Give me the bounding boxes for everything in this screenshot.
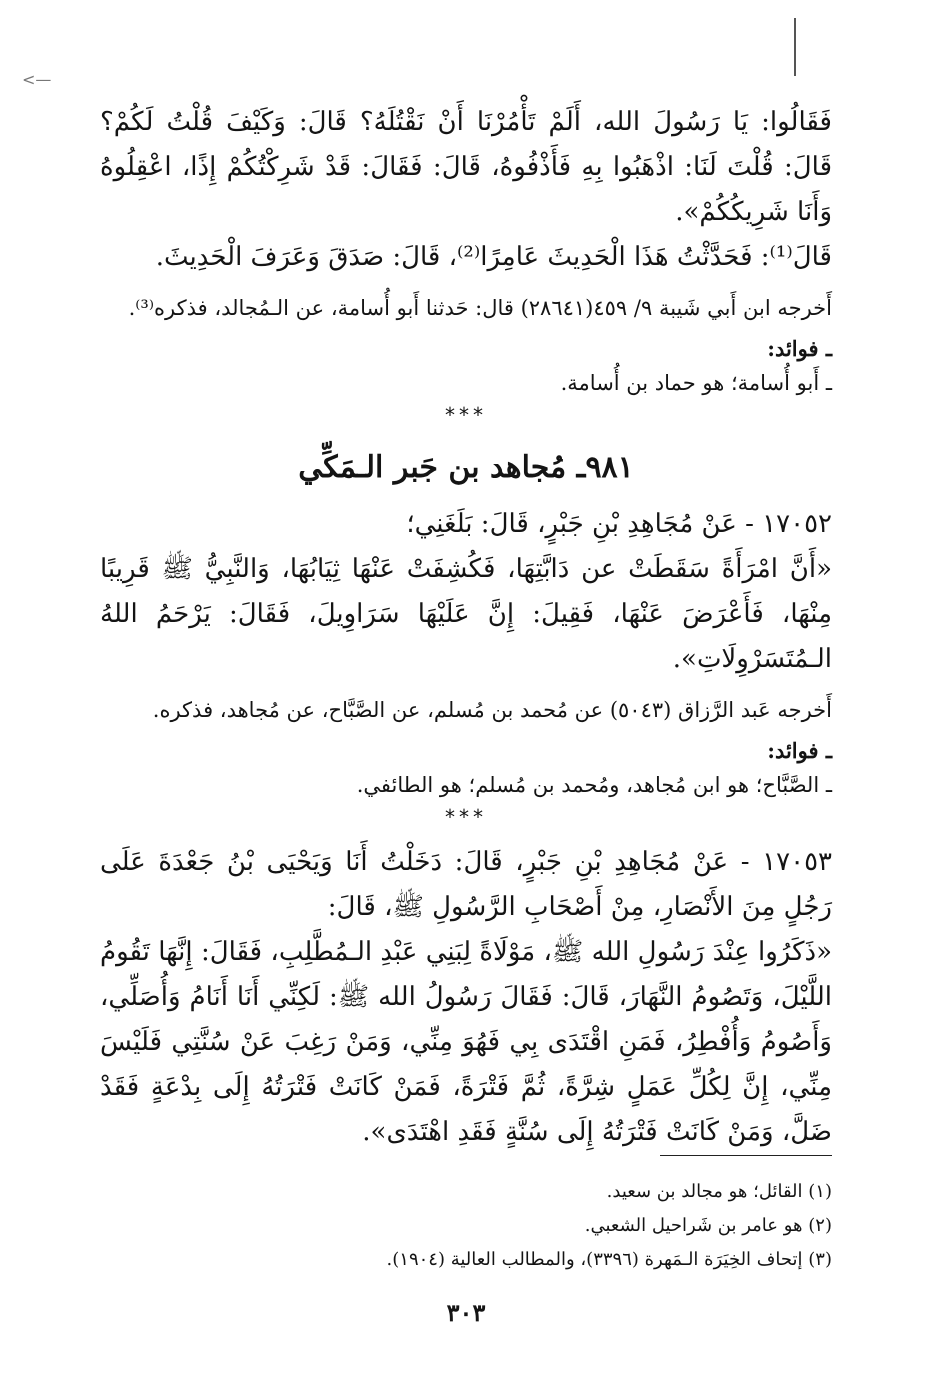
fawaid-heading: ـ فوائد: xyxy=(767,336,832,361)
footnote: (٢) هو عامر بن شَراحيل الشعبي. xyxy=(584,1215,832,1236)
fawaid-heading: ـ فوائد: xyxy=(767,738,832,763)
source-citation: أَخرجه ابن أَبي شَيبة ٩/ ٤٥٩(٢٨٦٤١) قال: حَدثنا أَبو أُسامة، عن الـمُجالد، فذكره⁽³⁾. xyxy=(128,296,832,320)
hadith-text-continued: فَقَالُوا: يَا رَسُولَ الله، أَلَمْ تَأْمُرْنَا أَنْ نَقْتُلَهُ؟ قَالَ: وَكَيْفَ قُلْتُ لَكُمْ؟ قَالَ: قُلْتَ لَنَا: اذْهَبُوا بِهِ فَأَذْفُوهُ، قَالَ: فَقَالَ: قَدْ شَرِكْتُكُمْ إِذًا، اعْقِلُوهُ وَأَنَا شَرِيكُكُمْ». xyxy=(100,107,832,227)
scan-margin-mark xyxy=(794,18,796,76)
footnotes xyxy=(100,1175,832,1277)
footnote-divider xyxy=(660,1155,832,1156)
footnote: (١) القائل؛ هو مجالد بن سعيد. xyxy=(606,1181,832,1202)
page-number: ٣٠٣ xyxy=(446,1298,486,1327)
chapter-title: ٩٨١ـ مُجاهد بن جَبر الـمَكِّي xyxy=(298,450,634,485)
hadith-matn: «ذَكَرُوا عِنْدَ رَسُولِ الله ﷺ، مَوْلَاةً لِبَنِي عَبْدِ الـمُطَّلِبِ، فَقَالَ: إِنَّهَا تَقُومُ اللَّيْلَ، وَتَصُومُ النَّهَارَ، قَالَ: فَقَالَ رَسُولُ الله ﷺ: لَكِنِّي أَنَا أَنَامُ وَأُصَلِّي، وَأَصُومُ وَأُفْطِرُ، فَمَنِ اقْتَدَى بِي فَهُوَ مِنِّي، وَمَنْ رَغِبَ عَنْ سُنَّتِي فَلَيْسَ مِنِّي، إِنَّ لِكُلِّ عَمَلٍ شِرَّةً، ثُمَّ فَتْرَةً، فَمَنْ كَانَتْ فَتْرَتُهُ إِلَى بِدْعَةٍ فَقَدْ ضَلَّ، وَمَنْ كَانَتْ فَتْرَتُهُ إِلَى سُنَّةٍ فَقَدِ اهْتَدَى». xyxy=(100,937,832,1147)
section-separator: *** xyxy=(445,403,487,427)
hadith-isnad: ١٧٠٥٢ - عَنْ مُجَاهِدِ بْنِ جَبْرٍ، قَالَ: بَلَغَنِي؛ xyxy=(406,509,832,539)
footnote: (٣) إتحاف الخِيَرَة الـمَهرة (٣٣٩٦)، والمطالب العالية (١٩٠٤). xyxy=(386,1249,832,1270)
narrator-comment: قَالَ⁽¹⁾: فَحَدَّثْتُ هَذَا الْحَدِيثَ عَامِرًا⁽²⁾، قَالَ: صَدَقَ وَعَرَفَ الْحَدِيثَ. xyxy=(155,242,832,272)
book-page xyxy=(100,100,832,1360)
scan-arrow-mark: <— xyxy=(22,70,52,89)
hadith-isnad: ١٧٠٥٣ - عَنْ مُجَاهِدِ بْنِ جَبْرٍ، قَالَ: دَخَلْتُ أَنَا وَيَحْيَى بْنُ جَعْدَةَ عَلَى رَجُلٍ مِنَ الأَنْصَارِ، مِنْ أَصْحَابِ الرَّسُولِ ﷺ، قَالَ: xyxy=(100,847,832,922)
source-citation: أَخرجه عَبد الرَّزاق (٥٠٤٣) عن مُحمد بن مُسلم، عن الصَّبَّاح، عن مُجاهد، فذكره. xyxy=(152,698,832,722)
section-separator: *** xyxy=(445,805,487,829)
fawaid-item: ـ أَبو أُسامة؛ هو حماد بن أُسامة. xyxy=(560,371,832,395)
hadith-matn: «أَنَّ امْرَأَةً سَقَطَتْ عن دَابَّتِهَا، فَكُشِفَتْ عَنْهَا ثِيَابُهَا، وَالنَّبِيُّ ﷺ قَرِيبًا مِنْهَا، فَأَعْرَضَ عَنْهَا، فَقِيلَ: إِنَّ عَلَيْهَا سَرَاوِيلَ، فَقَالَ: يَرْحَمُ اللهُ الـمُتَسَرْوِلَاتِ». xyxy=(100,554,832,674)
fawaid-item: ـ الصَّبَّاح؛ هو ابن مُجاهد، ومُحمد بن مُسلم؛ هو الطائفي. xyxy=(356,773,832,797)
